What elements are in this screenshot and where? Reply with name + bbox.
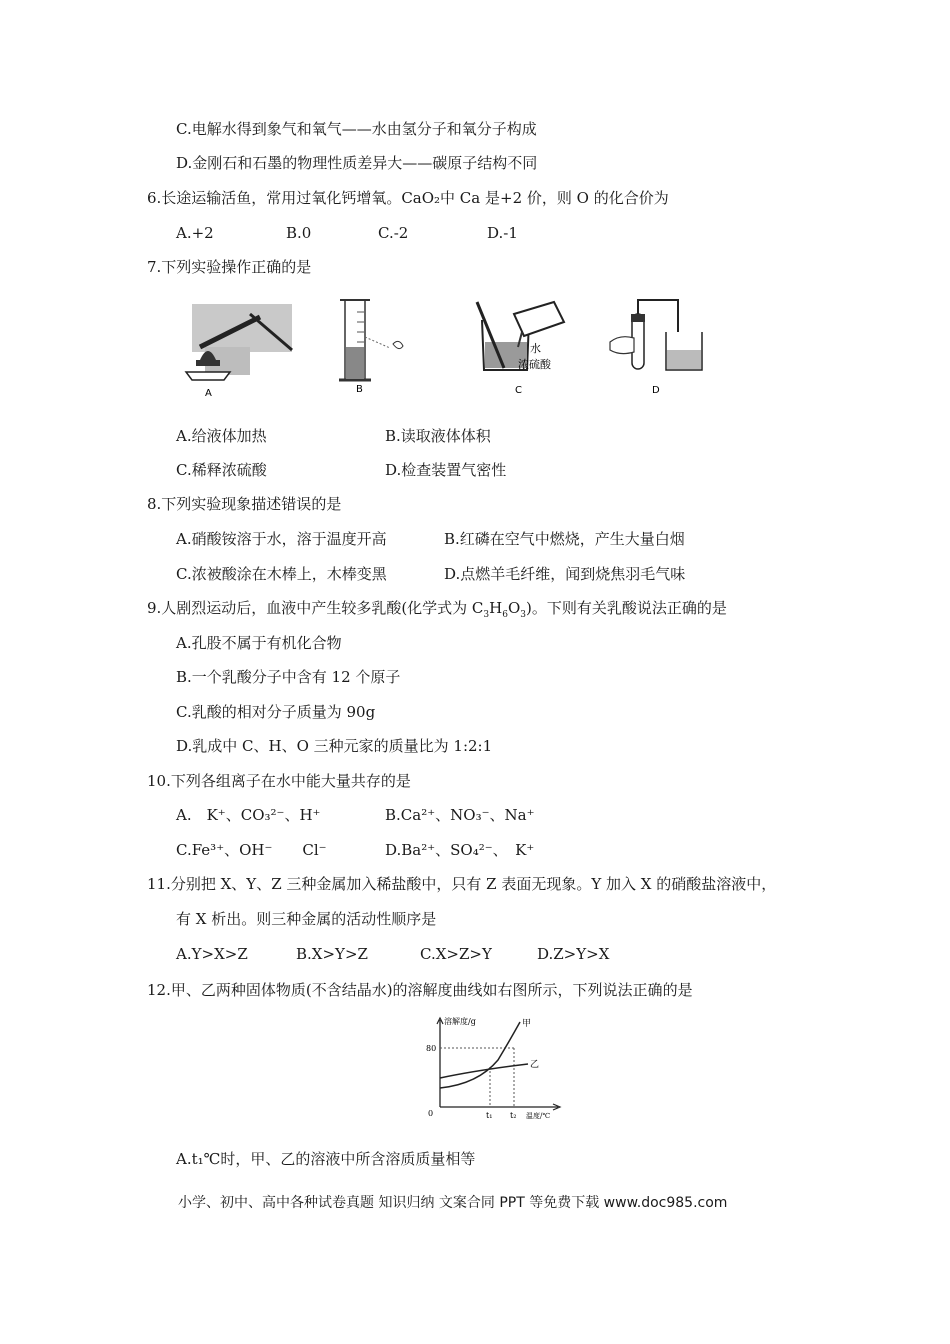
q10-option-d: D.Ba²⁺、SO₄²⁻、 K⁺: [385, 841, 535, 859]
q7-option-b: B.读取液体体积: [385, 427, 491, 445]
q7-option-a: A.给液体加热: [176, 427, 267, 445]
q11-option-c: C.X>Z>Y: [420, 945, 492, 963]
option-c: C.电解水得到象气和氧气——水由氢分子和氧分子构成: [176, 120, 537, 138]
graph-y-tick: 80: [426, 1044, 437, 1053]
q9-option-c: C.乳酸的相对分子质量为 90g: [176, 703, 376, 721]
q10-option-a: A. K⁺、CO₃²⁻、H⁺: [176, 806, 321, 824]
figure-label-b: B: [356, 384, 363, 395]
q12-option-a: A.t₁℃时，甲、乙的溶液中所含溶质质量相等: [176, 1150, 476, 1168]
q6-option-d: D.-1: [487, 224, 518, 242]
q9-option-d: D.乳成中 C、H、O 三种元家的质量比为 1:2:1: [176, 737, 493, 755]
graph-series-jia: 甲: [522, 1019, 532, 1029]
graph-ylabel: 溶解度/g: [444, 1017, 476, 1026]
q9-option-a: A.孔股不属于有机化合物: [176, 634, 342, 652]
footer-ad: 小学、初中、高中各种试卷真题 知识归纳 文案合同 PPT 等免费下载 www.doc985.com: [178, 1195, 728, 1211]
figure-label-c: C: [515, 385, 522, 396]
q11-option-d: D.Z>Y>X: [537, 945, 610, 963]
graph-xlabel: 温度/℃: [526, 1112, 551, 1120]
graph-t2: t₂: [510, 1111, 517, 1120]
q8-option-c: C.浓被酸涂在木棒上，木棒变黑: [176, 565, 387, 583]
figure-c-diluting: [462, 292, 572, 402]
q8-option-a: A.硝酸铵溶于水，溶于温度开高: [176, 530, 387, 548]
q7-option-c: C.稀释浓硫酸: [176, 461, 267, 479]
question-6-stem: 6.长途运输活鱼，常用过氧化钙增氧。CaO₂中 Ca 是+2 价，则 O 的化合价为: [147, 189, 669, 207]
q7-option-d: D.检查装置气密性: [385, 461, 507, 479]
graph-series-yi: 乙: [530, 1060, 540, 1070]
figure-a-heating: [180, 292, 305, 402]
question-8-stem: 8.下列实验现象描述错误的是: [147, 495, 342, 513]
q8-option-d: D.点燃羊毛纤维，闻到烧焦羽毛气味: [444, 565, 686, 583]
q11-option-b: B.X>Y>Z: [296, 945, 368, 963]
option-d: D.金刚石和石墨的物理性质差异大——碳原子结构不同: [176, 154, 538, 172]
q8-option-b: B.红磷在空气中燃烧，产生大量白烟: [444, 530, 685, 548]
question-9-stem: 9.人剧烈运动后，血液中产生较多乳酸(化学式为 $C_3H_6O_3$)。下则有关乳酸说法正确的是: [147, 599, 727, 620]
q9-option-b: B.一个乳酸分子中含有 12 个原子: [176, 668, 401, 686]
q6-option-b: B.0: [286, 224, 312, 242]
curve-yi: [440, 1064, 528, 1078]
figure-text-acid: 浓硫酸: [518, 358, 551, 371]
question-7-stem: 7.下列实验操作正确的是: [147, 258, 312, 276]
question-11-stem-1: 11.分别把 X、Y、Z 三种金属加入稀盐酸中，只有 Z 表面无现象。Y 加入 X 的硝酸盐溶液中，: [147, 875, 777, 893]
figure-b-reading: [335, 292, 425, 397]
figure-text-water: 水: [530, 342, 541, 355]
figure-label-d: D: [652, 385, 660, 396]
q10-option-b: B.Ca²⁺、NO₃⁻、Na⁺: [385, 806, 535, 824]
question-11-stem-2: 有 X 析出。则三种金属的活动性顺序是: [176, 910, 437, 928]
question-12-stem: 12.甲、乙两种固体物质(不含结晶水)的溶解度曲线如右图所示，下列说法正确的是: [147, 981, 693, 999]
solubility-graph: [418, 1012, 568, 1122]
graph-t1: t₁: [486, 1111, 493, 1120]
q10-option-c: C.Fe³⁺、OH⁻ Cl⁻: [176, 841, 327, 859]
graph-origin: 0: [428, 1109, 434, 1118]
curve-jia: [440, 1022, 520, 1088]
figure-d-airtight: [602, 292, 712, 402]
q11-option-a: A.Y>X>Z: [176, 945, 248, 963]
figure-label-a: A: [205, 388, 212, 399]
question-10-stem: 10.下列各组离子在水中能大量共存的是: [147, 772, 411, 790]
q6-option-c: C.-2: [378, 224, 409, 242]
q6-option-a: A.+2: [176, 224, 214, 242]
